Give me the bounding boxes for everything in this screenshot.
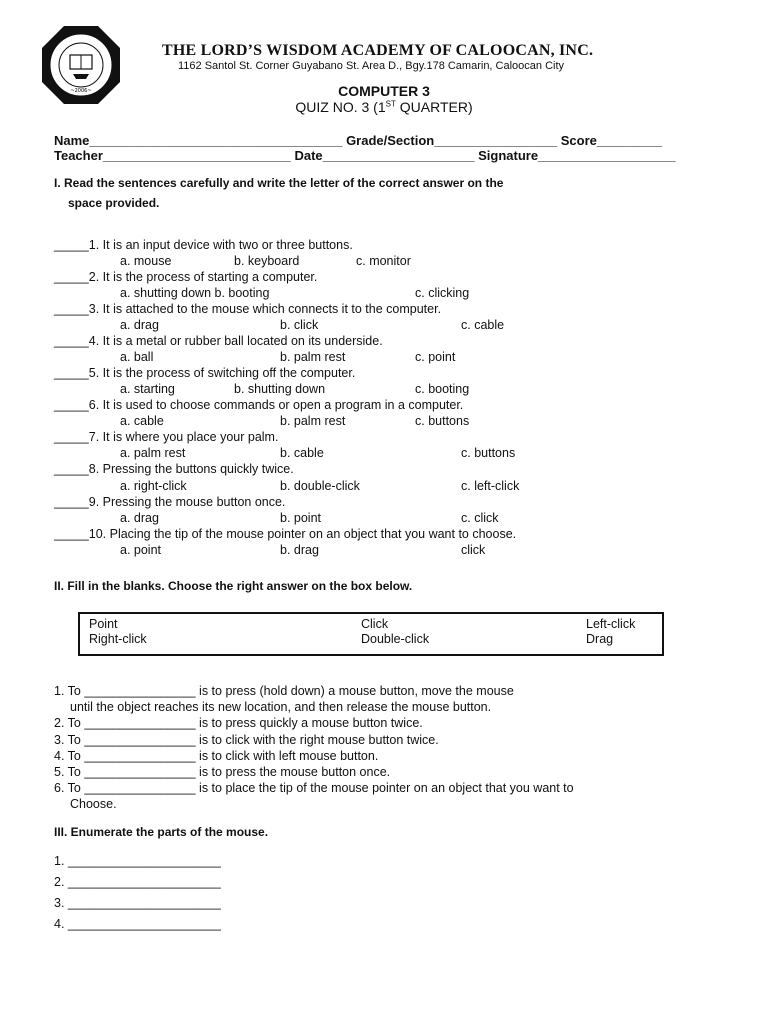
word-left-click: Left-click bbox=[586, 617, 636, 631]
question-9: _____9. Pressing the mouse button once. bbox=[54, 495, 286, 509]
enumerate-line-4: 4. ______________________ bbox=[54, 917, 221, 931]
school-name: THE LORD’S WISDOM ACADEMY OF CALOOCAN, INC. bbox=[162, 42, 594, 59]
fill-item-5: 5. To ________________ is to press the mouse button once. bbox=[54, 765, 391, 779]
q4-option-c: c. point bbox=[415, 350, 456, 364]
q3-option-c: c. cable bbox=[461, 318, 505, 332]
q9-option-b: b. point bbox=[280, 511, 322, 525]
q1-option-c: c. monitor bbox=[356, 254, 411, 268]
q6-option-a: a. cable bbox=[120, 414, 164, 428]
question-8: _____8. Pressing the buttons quickly twice. bbox=[54, 462, 294, 476]
subject-title: COMPUTER 3 bbox=[338, 83, 430, 99]
q6-option-b: b. palm rest bbox=[280, 414, 346, 428]
word-drag: Drag bbox=[586, 632, 614, 646]
quiz-title-prefix: QUIZ NO. 3 (1 bbox=[295, 99, 386, 115]
quiz-title-suffix: QUARTER) bbox=[395, 99, 473, 115]
q3-option-b: b. click bbox=[280, 318, 319, 332]
word-right-click: Right-click bbox=[89, 632, 147, 646]
word-click: Click bbox=[361, 617, 389, 631]
q2-option-ab: a. shutting down b. booting bbox=[120, 286, 270, 300]
q10-option-c: click bbox=[461, 543, 486, 557]
question-10: _____10. Placing the tip of the mouse pointer on an object that you want to choose. bbox=[54, 527, 517, 541]
part3-instruction: III. Enumerate the parts of the mouse. bbox=[54, 825, 269, 839]
question-3: _____3. It is attached to the mouse which connects it to the computer. bbox=[54, 302, 442, 316]
q1-option-a: a. mouse bbox=[120, 254, 172, 268]
q8-option-a: a. right-click bbox=[120, 479, 187, 493]
fill-item-6: 6. To ________________ is to place the tip of the mouse pointer on an object that you want to bbox=[54, 781, 574, 795]
q4-option-a: a. ball bbox=[120, 350, 154, 364]
q2-option-c: c. clicking bbox=[415, 286, 470, 300]
q3-option-a: a. drag bbox=[120, 318, 159, 332]
q7-option-a: a. palm rest bbox=[120, 446, 186, 460]
enumerate-line-2: 2. ______________________ bbox=[54, 875, 221, 889]
q9-option-a: a. drag bbox=[120, 511, 159, 525]
fill-item-2: 2. To ________________ is to press quickly a mouse button twice. bbox=[54, 716, 423, 730]
quiz-title bbox=[0, 99, 768, 115]
word-double-click: Double-click bbox=[361, 632, 430, 646]
question-6: _____6. It is used to choose commands or open a program in a computer. bbox=[54, 398, 464, 412]
enumerate-line-1: 1. ______________________ bbox=[54, 854, 221, 868]
fill-item-1-cont: until the object reaches its new location, and then release the mouse button. bbox=[70, 700, 492, 714]
part2-instruction: II. Fill in the blanks. Choose the right answer on the box below. bbox=[54, 579, 413, 593]
q10-option-b: b. drag bbox=[280, 543, 319, 557]
svg-text:~2006~: ~2006~ bbox=[70, 88, 92, 94]
q10-option-a: a. point bbox=[120, 543, 162, 557]
part1-instruction-line1: I. Read the sentences carefully and write the letter of the correct answer on the bbox=[54, 176, 504, 190]
q6-option-c: c. buttons bbox=[415, 414, 470, 428]
q7-option-b: b. cable bbox=[280, 446, 324, 460]
fill-item-3: 3. To ________________ is to click with the right mouse button twice. bbox=[54, 733, 439, 747]
fill-item-6-cont: Choose. bbox=[70, 797, 117, 811]
q1-option-b: b. keyboard bbox=[234, 254, 300, 268]
question-5: _____5. It is the process of switching off the computer. bbox=[54, 366, 356, 380]
teacher-date-signature-line: Teacher__________________________ Date_____________________ Signature___________________ bbox=[54, 148, 676, 163]
enumerate-line-3: 3. ______________________ bbox=[54, 896, 221, 910]
q5-option-c: c. booting bbox=[415, 382, 470, 396]
q8-option-b: b. double-click bbox=[280, 479, 360, 493]
word-bank-box bbox=[78, 612, 664, 656]
q4-option-b: b. palm rest bbox=[280, 350, 346, 364]
q5-option-b: b. shutting down bbox=[234, 382, 326, 396]
question-1: _____1. It is an input device with two or three buttons. bbox=[54, 238, 353, 252]
question-2: _____2. It is the process of starting a computer. bbox=[54, 270, 318, 284]
q8-option-c: c. left-click bbox=[461, 479, 520, 493]
fill-item-1: 1. To ________________ is to press (hold down) a mouse button, move the mouse bbox=[54, 684, 514, 698]
question-4: _____4. It is a metal or rubber ball located on its underside. bbox=[54, 334, 383, 348]
question-7: _____7. It is where you place your palm. bbox=[54, 430, 279, 444]
word-point: Point bbox=[89, 617, 118, 631]
q7-option-c: c. buttons bbox=[461, 446, 516, 460]
name-grade-score-line: Name___________________________________ Grade/Section_________________ Score_________ bbox=[54, 133, 662, 148]
part1-instruction-line2: space provided. bbox=[68, 196, 160, 210]
school-address: 1162 Santol St. Corner Guyabano St. Area D., Bgy.178 Camarin, Caloocan City bbox=[178, 60, 565, 72]
q5-option-a: a. starting bbox=[120, 382, 175, 396]
quiz-title-sup: ST bbox=[385, 99, 396, 109]
q9-option-c: c. click bbox=[461, 511, 499, 525]
fill-item-4: 4. To ________________ is to click with left mouse button. bbox=[54, 749, 379, 763]
